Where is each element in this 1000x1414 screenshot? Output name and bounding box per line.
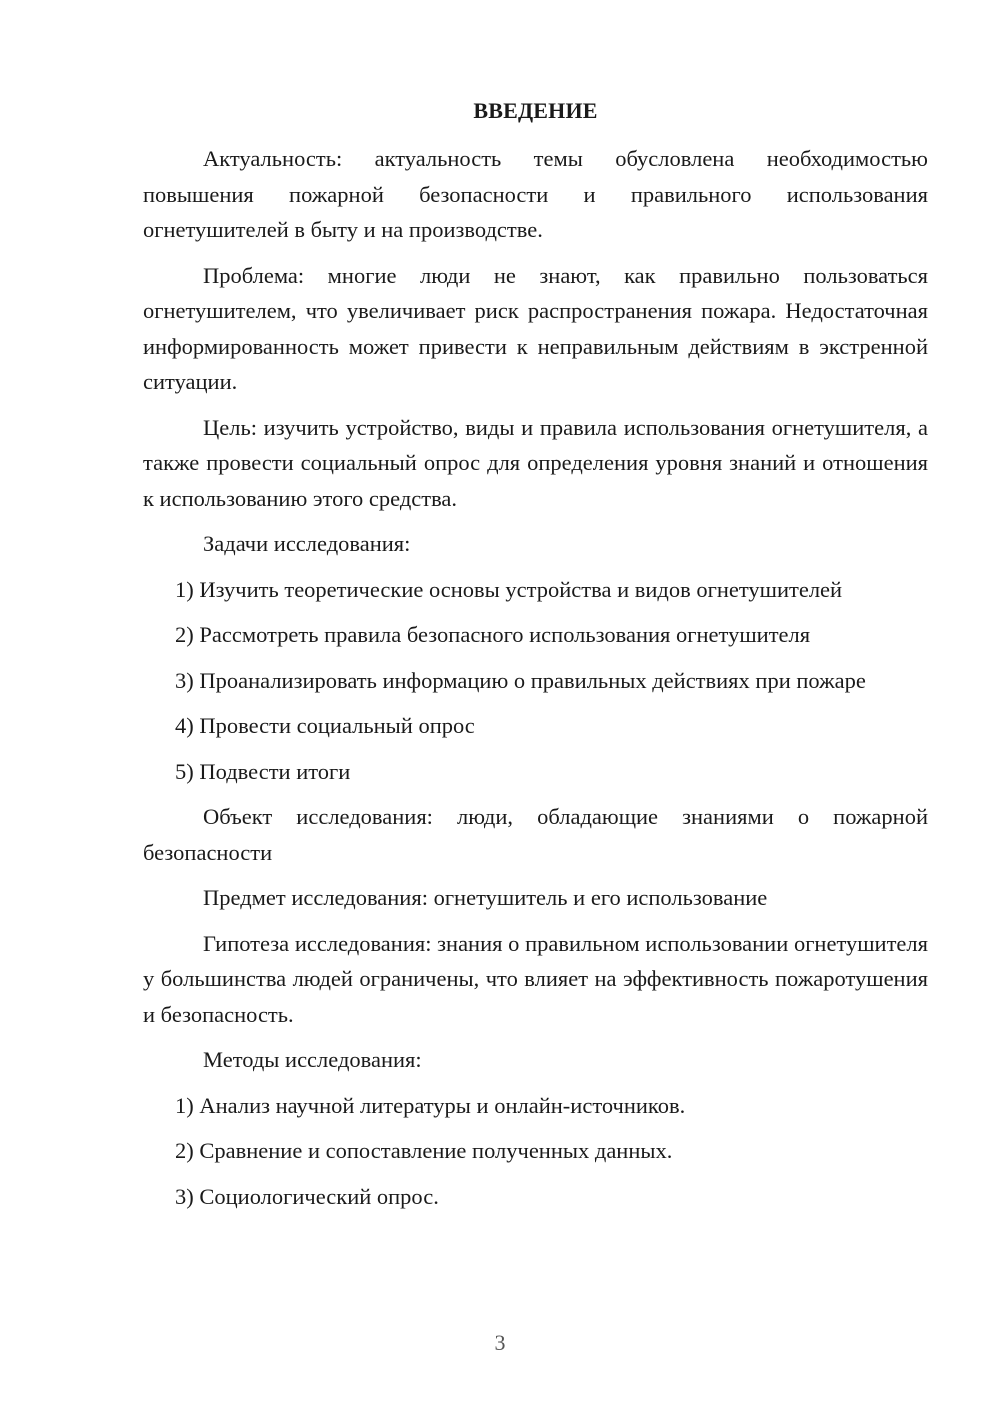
page-title: ВВЕДЕНИЕ: [473, 98, 598, 123]
task-item: 3) Проанализировать информацию о правильных действиях при пожаре: [175, 667, 866, 693]
document-page: [143, 95, 928, 1224]
task-item: 5) Подвести итоги: [175, 758, 351, 784]
object-paragraph: Объект исследования: люди, обладающие знаниями о пожарной безопасности: [143, 804, 928, 865]
method-item: 2) Сравнение и сопоставление полученных данных.: [175, 1138, 673, 1163]
task-item: 2) Рассмотреть правила безопасного использования огнетушителя: [175, 622, 811, 647]
problem-paragraph: Проблема: многие люди не знают, как правильно пользоваться огнетушителем, что увеличивает риск распространения пожара. Недостаточная информированность может привести к неправильным действиям в экстренной ситуации.: [143, 262, 928, 394]
method-item: 1) Анализ научной литературы и онлайн-источников.: [175, 1092, 686, 1118]
task-item: 1) Изучить теоретические основы устройства и видов огнетушителей: [175, 576, 843, 602]
page-number: 3: [494, 1330, 506, 1355]
tasks-heading: Задачи исследования:: [203, 531, 411, 556]
subject-paragraph: Предмет исследования: огнетушитель и его использование: [203, 885, 768, 910]
hypothesis-paragraph: Гипотеза исследования: знания о правильном использовании огнетушителя у большинства людей ограничены, что влияет на эффективность пожаротушения и безопасность.: [143, 930, 928, 1027]
method-item: 3) Социологический опрос.: [175, 1183, 439, 1209]
relevance-paragraph: Актуальность: актуальность темы обусловлена необходимостью повышения пожарной безопасности и правильного использования огнетушителей в быту и на производстве.: [143, 146, 928, 242]
task-item: 4) Провести социальный опрос: [175, 713, 475, 738]
goal-paragraph: Цель: изучить устройство, виды и правила использования огнетушителя, а также провести социальный опрос для определения уровня знаний и отношения к использованию этого средства.: [143, 414, 928, 511]
methods-heading: Методы исследования:: [203, 1047, 422, 1072]
